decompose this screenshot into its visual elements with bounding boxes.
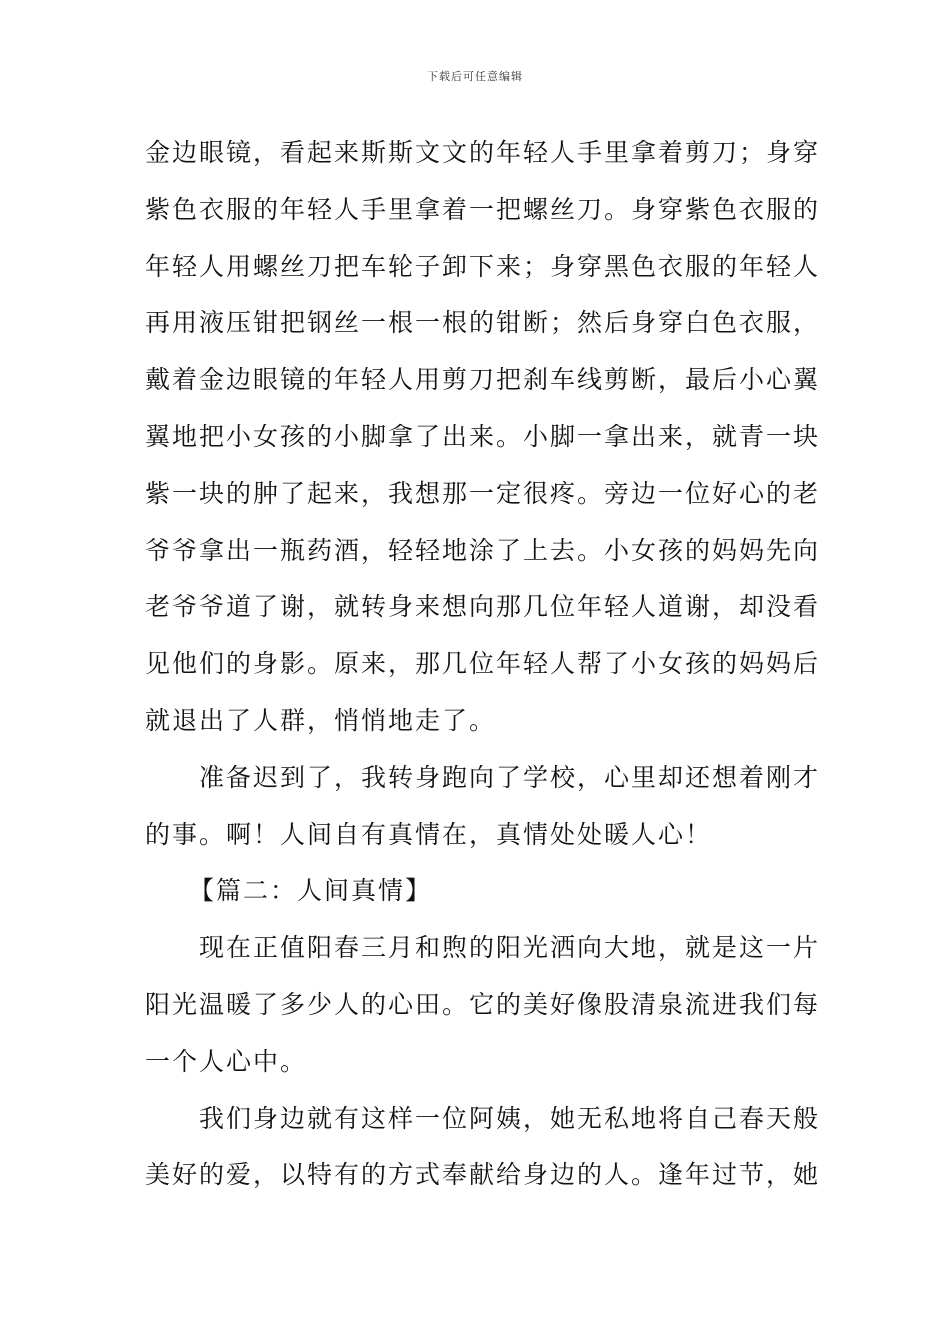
- text-line: 爷爷拿出一瓶药酒，轻轻地涂了上去。小女孩的妈妈先向: [145, 535, 821, 565]
- text-line: 紫一块的肿了起来，我想那一定很疼。旁边一位好心的老: [145, 478, 821, 508]
- text-line: 一个人心中。: [145, 1046, 308, 1076]
- text-line: 翼地把小女孩的小脚拿了出来。小脚一拿出来，就青一块: [145, 421, 821, 451]
- paragraph-aunt: [145, 1091, 821, 1205]
- text-line: 戴着金边眼镜的年轻人用剪刀把刹车线剪断，最后小心翼: [145, 365, 821, 395]
- paragraph-story-continuation: [145, 125, 821, 750]
- text-line: 紫色衣服的年轻人手里拿着一把螺丝刀。身穿紫色衣服的: [145, 194, 821, 224]
- text-line: 的事。啊！人间自有真情在，真情处处暖人心！: [145, 819, 713, 849]
- text-line: 现在正值阳春三月和煦的阳光洒向大地，就是这一片: [199, 933, 821, 963]
- text-line: 阳光温暖了多少人的心田。它的美好像股清泉流进我们每: [145, 989, 821, 1019]
- text-line: 再用液压钳把钢丝一根一根的钳断；然后身穿白色衣服，: [145, 308, 821, 338]
- text-line: 就退出了人群，悄悄地走了。: [145, 705, 497, 735]
- paragraph-intro: [145, 920, 821, 1090]
- text-line: 老爷爷道了谢，就转身来想向那几位年轻人道谢，却没看: [145, 592, 821, 622]
- section-title: 【篇二：人间真情】: [189, 876, 433, 906]
- section-heading: [145, 863, 807, 920]
- text-line: 年轻人用螺丝刀把车轮子卸下来；身穿黑色衣服的年轻人: [145, 251, 821, 281]
- document-body: [145, 125, 821, 1204]
- page-header: 下载后可任意编辑: [427, 70, 523, 83]
- text-line: 准备迟到了，我转身跑向了学校，心里却还想着刚才: [199, 762, 821, 792]
- text-line: 我们身边就有这样一位阿姨，她无私地将自己春天般: [199, 1103, 821, 1133]
- text-line: 金边眼镜，看起来斯斯文文的年轻人手里拿着剪刀；身穿: [145, 138, 821, 167]
- paragraph-conclusion: [145, 750, 821, 864]
- text-line: 美好的爱，以特有的方式奉献给身边的人。逢年过节，她: [145, 1160, 821, 1190]
- text-line: 见他们的身影。原来，那几位年轻人帮了小女孩的妈妈后: [145, 649, 821, 679]
